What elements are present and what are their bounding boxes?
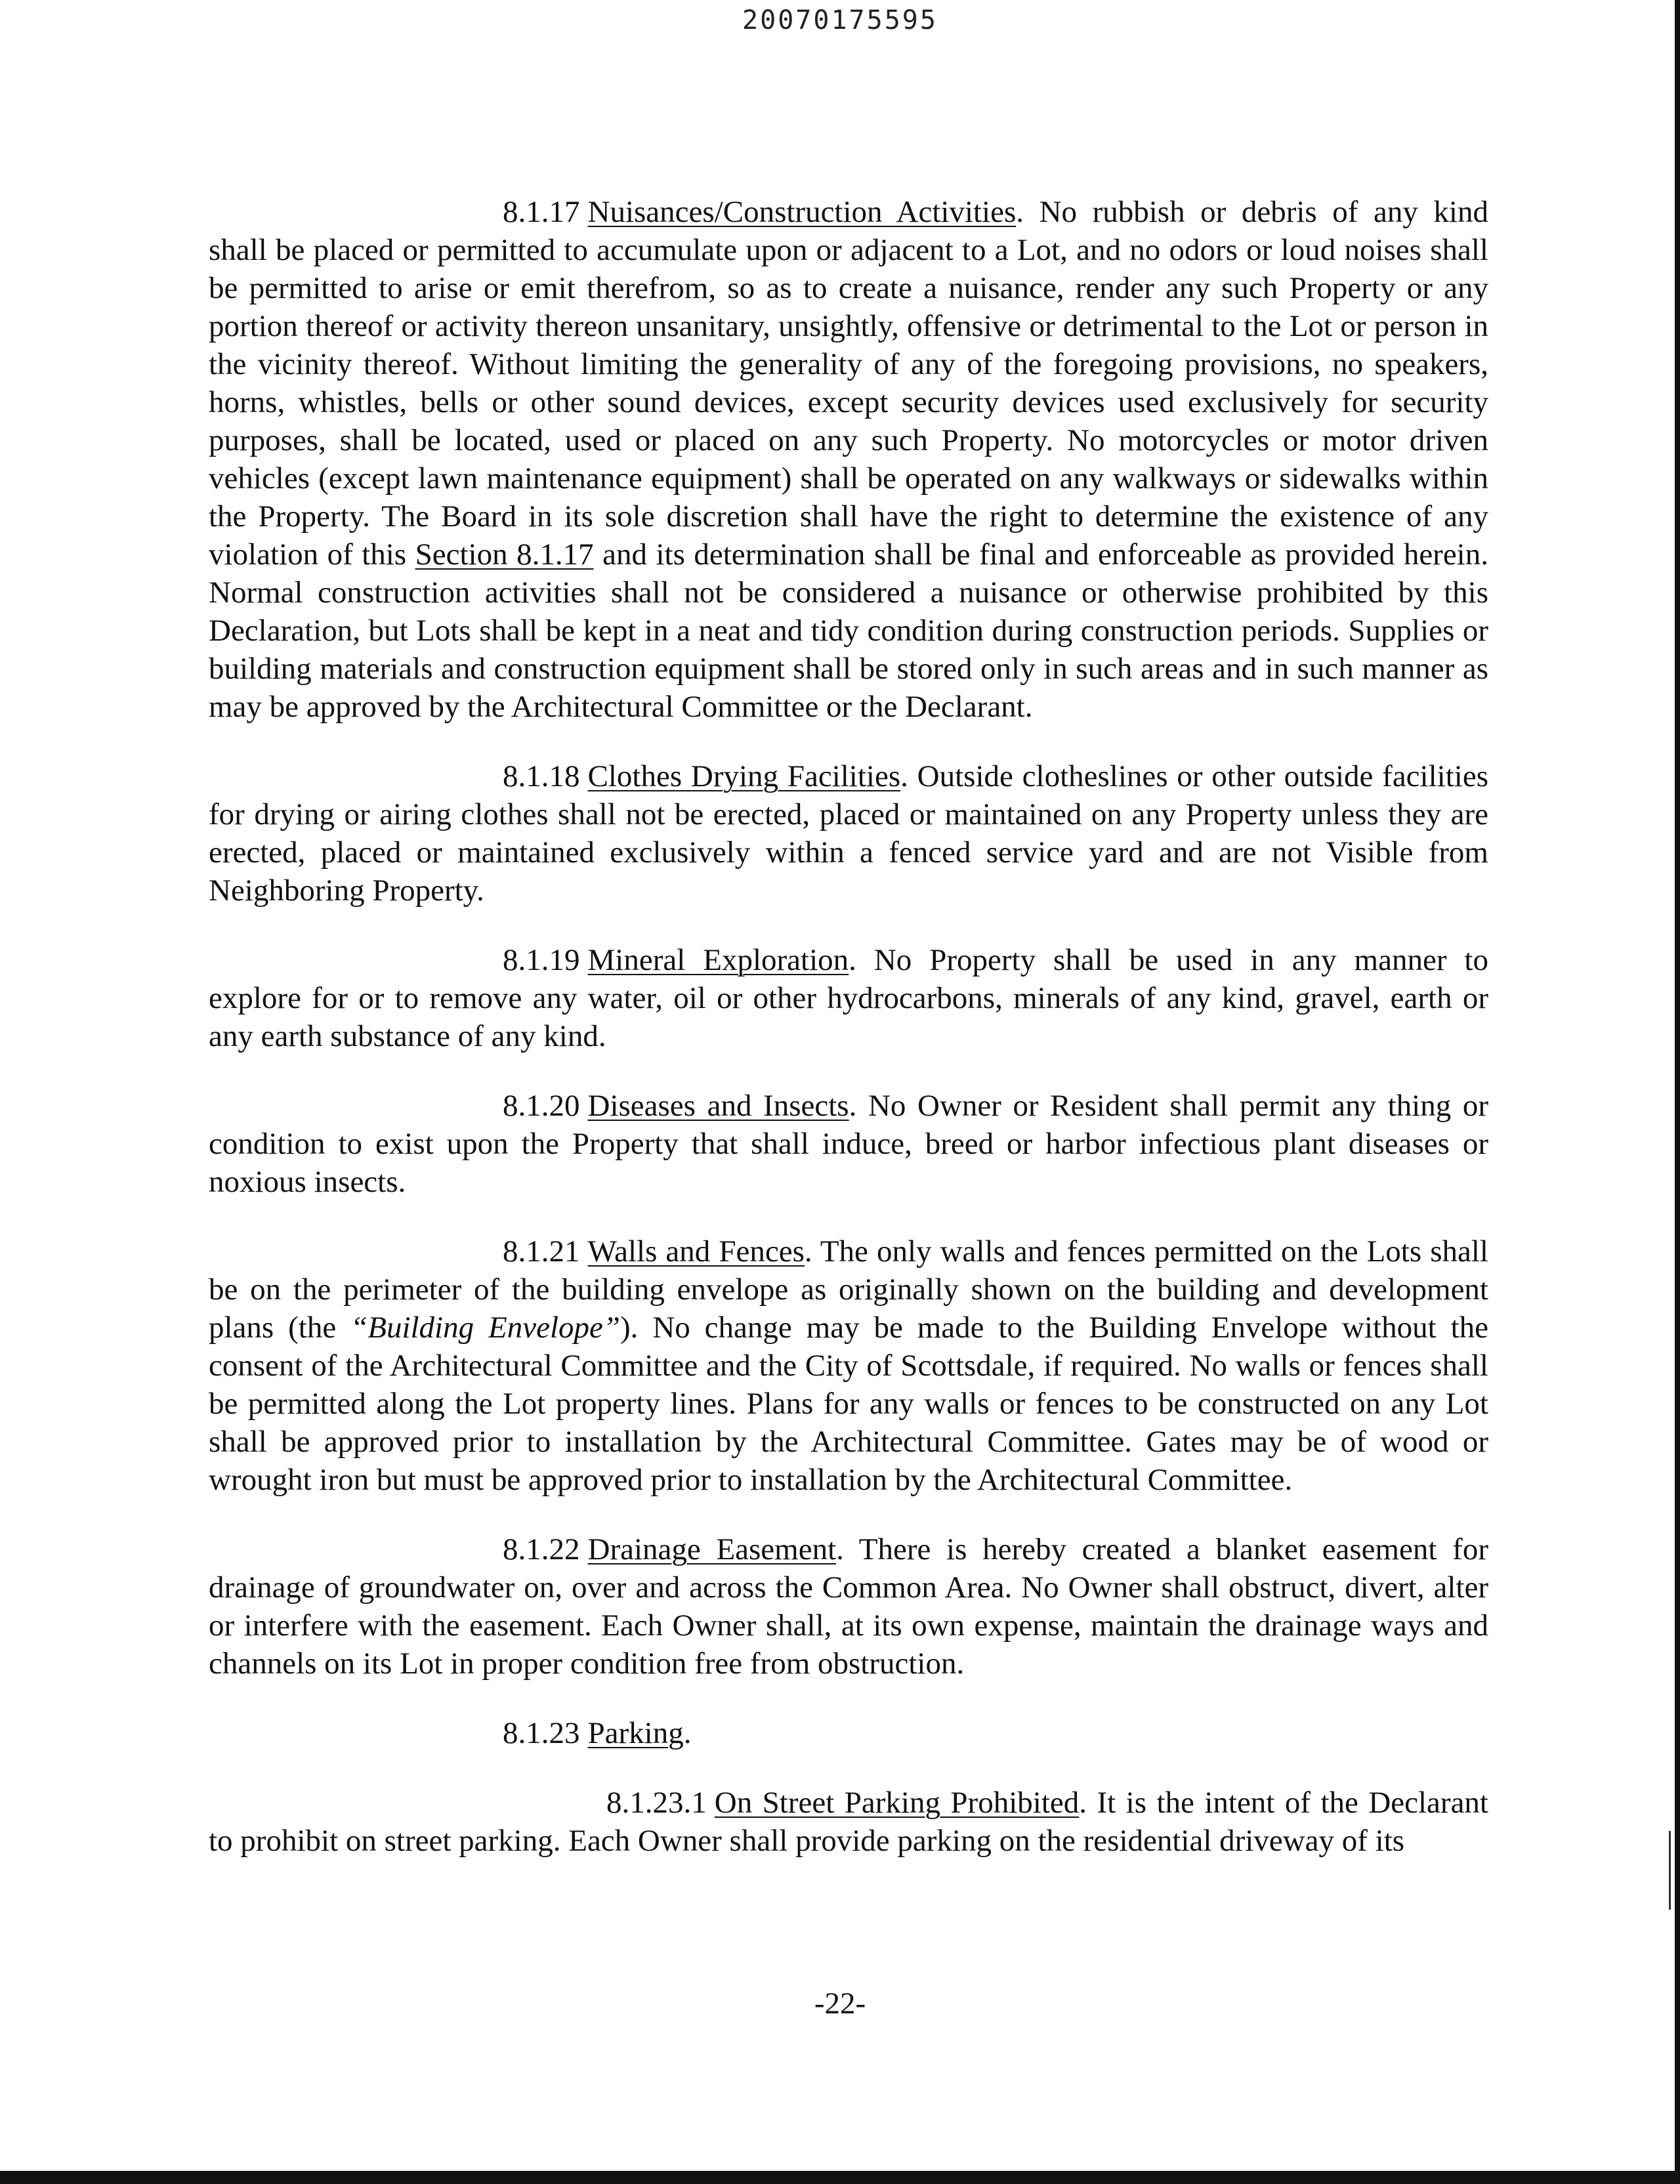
section-punct: .: [683, 1716, 692, 1750]
document-number: 20070175595: [742, 5, 938, 35]
section-title: Drainage Easement: [587, 1532, 837, 1566]
defined-term: “Building Envelope”: [350, 1311, 621, 1345]
section-8-1-18: [209, 757, 1488, 910]
section-8-1-20: [209, 1087, 1488, 1201]
section-8-1-23: [209, 1714, 1488, 1752]
section-title: Clothes Drying Facilities: [587, 759, 901, 793]
section-8-1-23-1: [209, 1784, 1488, 1860]
section-number: 8.1.19: [503, 943, 580, 977]
section-body: . There is hereby created a blanket easement for drainage of groundwater on, over and across the Common Area. No Owner shall obstruct, divert, alter or interfere with the easement. Each Owner shall, at its own expense, maintain the drainage ways and channels on its Lot in proper condition free from obstruction.: [209, 1532, 1488, 1681]
section-title: Parking: [587, 1716, 684, 1750]
section-body: and its determination shall be final and enforceable as provided herein. Normal construction activities shall not be considered a nuisance or otherwise prohibited by this Declaration, but Lots shall be kept in a neat and tidy condition during construction periods. Supplies or building materials and construction equipment shall be stored only in such areas and in such manner as may be approved by the Architectural Committee or the Declarant.: [209, 537, 1488, 724]
section-body: . No rubbish or debris of any kind shall be placed or permitted to accumulate upon or adjacent to a Lot, and no odors or loud noises shall be permitted to arise or emit therefrom, so as to create a nuisance, render any such Property or any portion thereof or activity thereon unsanitary, unsightly, offensive or detrimental to the Lot or person in the vicinity thereof. Without limiting the generality of any of the foregoing provisions, no speakers, horns, whistles, bells or other sound devices, except security devices used exclusively for security purposes, shall be located, used or placed on any such Property. No motorcycles or motor driven vehicles (except lawn maintenance equipment) shall be operated on any walkways or sidewalks within the Property. The Board in its sole discretion shall have the right to determine the existence of any violation of this: [209, 195, 1488, 572]
section-8-1-19: [209, 941, 1488, 1055]
section-body: . The only walls and fences permitted on the Lots shall be on the perimeter of the building envelope as originally shown on the building and development plans (the: [209, 1234, 1488, 1345]
section-title: On Street Parking Prohibited: [714, 1786, 1080, 1820]
section-body: . It is the intent of the Declarant to prohibit on street parking. Each Owner shall provide parking on the residential driveway of its: [209, 1786, 1488, 1858]
section-title: Walls and Fences: [587, 1234, 805, 1269]
page-number: -22-: [814, 1986, 866, 2021]
section-number: 8.1.21: [503, 1234, 580, 1269]
section-title: Nuisances/Construction Activities: [587, 195, 1017, 229]
section-8-1-22: [209, 1530, 1488, 1683]
section-title: Mineral Exploration: [587, 943, 849, 977]
scan-edge-right: [1675, 0, 1680, 2184]
section-body: . Outside clotheslines or other outside facilities for drying or airing clothes shall not be erected, placed or maintained on any Property unless they are erected, placed or maintained exclusively within a fenced service yard and are not Visible from Neighboring Property.: [209, 759, 1488, 908]
section-number: 8.1.20: [503, 1089, 580, 1123]
section-number: 8.1.17: [503, 195, 580, 229]
section-8-1-21: [209, 1232, 1488, 1499]
section-body: . No Property shall be used in any manner to explore for or to remove any water, oil or other hydrocarbons, minerals of any kind, gravel, earth or any earth substance of any kind.: [209, 943, 1488, 1053]
section-title: Diseases and Insects: [587, 1089, 849, 1123]
section-8-1-17: [209, 193, 1488, 726]
section-body: ). No change may be made to the Building Envelope without the consent of the Architectural Committee and the City of Scottsdale, if required. No walls or fences shall be permitted along the Lot property lines. Plans for any walls or fences to be constructed on any Lot shall be approved prior to installation by the Architectural Committee. Gates may be of wood or wrought iron but must be approved prior to installation by the Architectural Committee.: [209, 1311, 1488, 1497]
section-number: 8.1.18: [503, 759, 580, 793]
scan-edge-bottom: [0, 2171, 1680, 2184]
scan-mark: [1669, 1831, 1671, 1910]
section-number: 8.1.23.1: [606, 1786, 707, 1820]
section-number: 8.1.23: [503, 1716, 580, 1750]
document-page: [209, 193, 1488, 1891]
section-reference: Section 8.1.17: [415, 537, 594, 572]
section-number: 8.1.22: [503, 1532, 580, 1566]
section-body: . No Owner or Resident shall permit any thing or condition to exist upon the Property that shall induce, breed or harbor infectious plant diseases or noxious insects.: [209, 1089, 1488, 1199]
